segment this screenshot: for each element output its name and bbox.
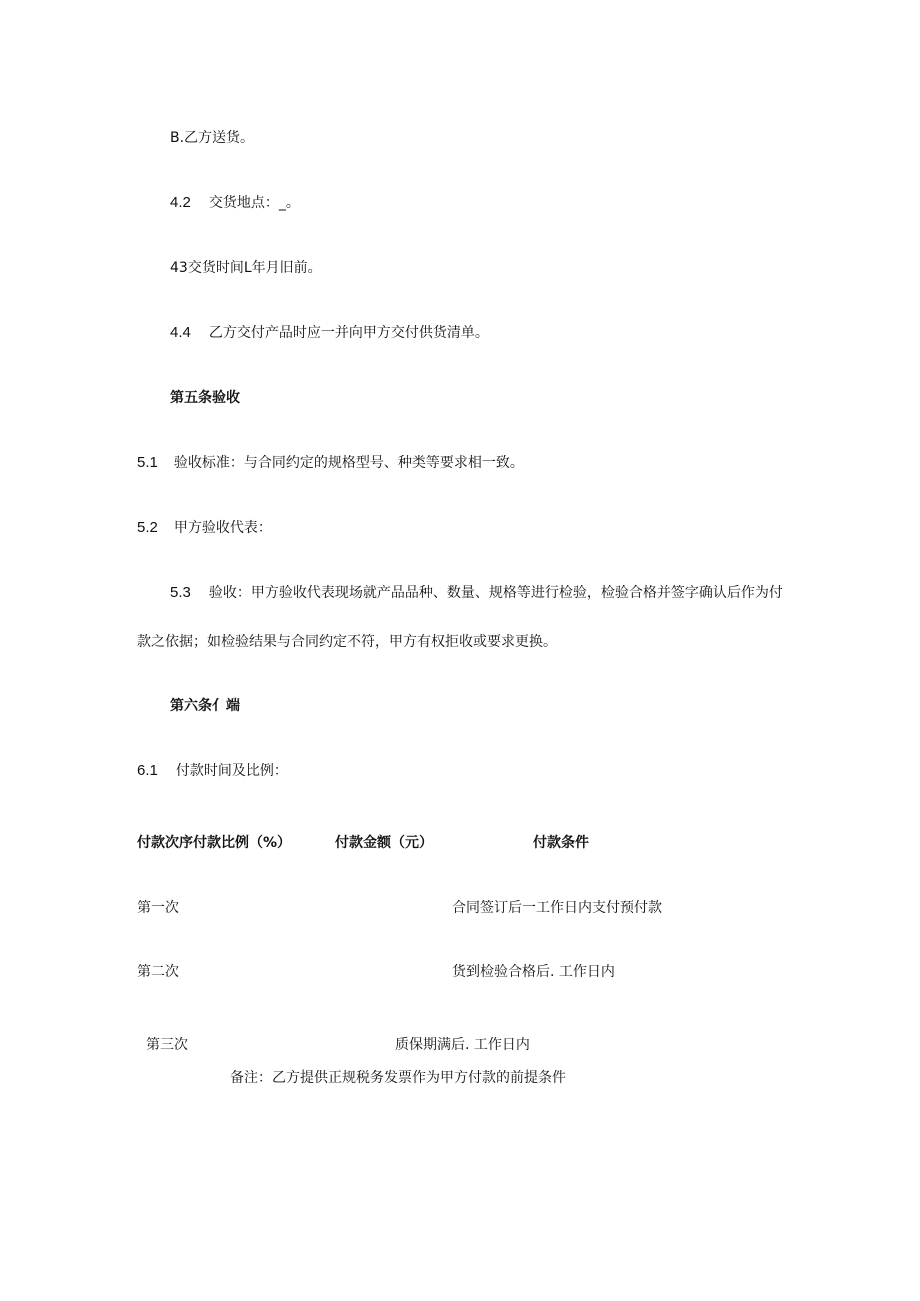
table-row-1-condition: 合同签订后一工作日内支付预付款 xyxy=(452,900,662,916)
clause-number: 5.3 xyxy=(170,584,191,601)
clause-4-3: 43交货时间L年月旧前。 xyxy=(170,260,322,276)
clause-5-1 xyxy=(137,454,524,472)
clause-number: 5.2 xyxy=(137,519,158,536)
clause-number: 5.1 xyxy=(137,454,158,471)
clause-text: 乙方交付产品时应一并向甲方交付供货清单。 xyxy=(208,325,489,341)
clause-text: 验收标准：与合同约定的规格型号、种类等要求相一致。 xyxy=(173,455,524,471)
clause-text: 甲方验收代表： xyxy=(173,520,272,536)
table-row-1-order: 第一次 xyxy=(137,900,179,916)
clause-5-3 xyxy=(170,584,783,602)
table-row-3-order: 第三次 xyxy=(146,1037,188,1053)
clause-4-4 xyxy=(170,324,489,342)
section-5-heading: 第五条验收 xyxy=(170,390,240,406)
delivery-option-b: B.乙方送货。 xyxy=(170,130,255,146)
table-row-2-condition: 货到检验合格后. 工作日内 xyxy=(452,964,615,980)
table-row-2-order: 第二次 xyxy=(137,964,179,980)
table-header-order-ratio: 付款次序付款比例（%） xyxy=(137,835,292,851)
clause-text: 验收：甲方验收代表现场就产品品种、数量、规格等进行检验，检验合格并签字确认后作为付 xyxy=(208,585,783,601)
clause-number: 6.1 xyxy=(137,762,158,779)
clause-5-3-continuation: 款之依据；如检验结果与合同约定不符，甲方有权拒收或要求更换。 xyxy=(137,634,557,650)
clause-text: 交货地点：_。 xyxy=(208,195,300,211)
payment-note: 备注：乙方提供正规税务发票作为甲方付款的前提条件 xyxy=(230,1070,566,1086)
clause-6-1 xyxy=(137,762,288,780)
table-header-condition: 付款条件 xyxy=(533,835,589,851)
table-header-amount: 付款金额（元） xyxy=(335,835,433,851)
clause-5-2 xyxy=(137,519,272,537)
clause-number: 4.4 xyxy=(170,324,191,341)
section-6-heading: 第六条亻端 xyxy=(170,698,240,714)
clause-number: 4.2 xyxy=(170,194,191,211)
clause-text: 付款时间及比例： xyxy=(175,763,288,779)
table-row-3-condition: 质保期满后. 工作日内 xyxy=(395,1037,530,1053)
clause-4-2 xyxy=(170,194,300,212)
